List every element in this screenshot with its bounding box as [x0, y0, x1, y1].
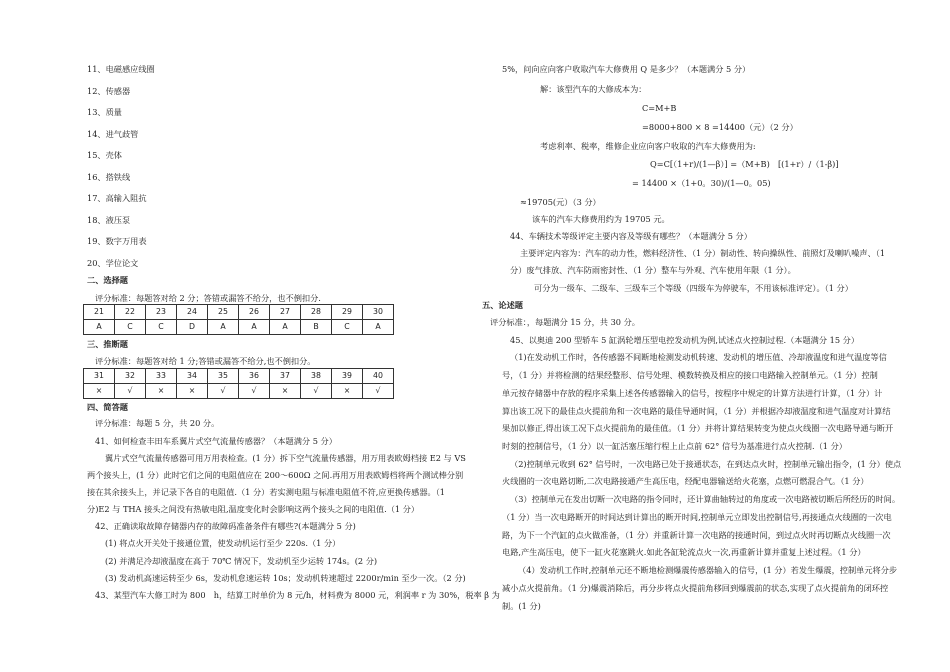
term-15: 15、壳体	[87, 150, 122, 160]
cell: A	[208, 320, 239, 335]
q45-answer-line: 火线圈的一次电路切断,二次电路接通产生高压电，经配电器输送给火花塞，点燃可燃混合气。（1 分）	[502, 476, 869, 486]
cell: ×	[270, 384, 301, 399]
cell: B	[301, 320, 332, 335]
q44-answer-line: 可分为一级车、二级车、三级车三个等级（四级车为停驶车，不用该标准评定）。（1 分）	[534, 283, 853, 293]
choice-num-row	[84, 305, 394, 320]
q41-answer-line: 接在其余接头上，并记录下各自的电阻值.（1 分）若实测电阻与标准电阻值不符,应更换传感器。（1	[87, 487, 446, 497]
cell: C	[115, 320, 146, 335]
cell: 36	[239, 369, 270, 384]
section-5-title: 五、论述题	[482, 300, 523, 310]
section-4-title: 四、简答题	[87, 402, 128, 412]
section-5-criteria: 评分标准：，每题满分 15 分，共 30 分。	[490, 317, 640, 327]
cell: 33	[146, 369, 177, 384]
cell: 37	[270, 369, 301, 384]
cell: 21	[84, 305, 115, 320]
q43-solution-line: 解：该型汽车的大修成本为：	[540, 84, 647, 94]
cell: ×	[177, 384, 208, 399]
q41-answer-line: 两个接头上，(1 分）此时它们之间的电阻值应在 200～600Ω 之间.再用万用表欧姆档将两个测试棒分别	[87, 470, 464, 480]
judgement-answer-table	[83, 368, 394, 399]
q43-result-line: 该车的汽车大修费用约为 19705 元。	[532, 214, 670, 224]
term-16: 16、搭铁线	[87, 172, 131, 182]
cell: ×	[146, 384, 177, 399]
cell: 30	[363, 305, 394, 320]
section-4-criteria: 评分标准：每题 5 分，共 20 分。	[95, 418, 220, 428]
cell: 26	[239, 305, 270, 320]
q45-answer-line: （1 分）当一次电路断开的时间达到计算出的断开时间,控制单元立即发出控制信号,再接通点火线圈的一次电	[502, 512, 892, 522]
cell: ×	[84, 384, 115, 399]
cell: 28	[301, 305, 332, 320]
cell: 23	[146, 305, 177, 320]
q45-answer-line: 制。(1 分)	[502, 601, 541, 611]
cell: 40	[363, 369, 394, 384]
q45-answer-line: （1)在发动机工作时，各传感器不间断地检测发动机转速、发动机的增压值、冷却液温度和进气温度等信	[510, 352, 887, 362]
q45-answer-line: 号，（1 分）并将检测的结果经整形、信号处理、模数转换及相应的接口电路输入控制单元。（1 分）控制	[502, 370, 878, 380]
q43-solution-line: 考虑利率、税率，维修企业应向客户收取的汽车大修费用为:	[540, 141, 756, 151]
cell: A	[239, 320, 270, 335]
q44-title: 44、车辆技术等级评定主要内容及等级有哪些？（本题满分 5 分）	[510, 231, 752, 241]
cell: A	[84, 320, 115, 335]
term-14: 14、进气歧管	[87, 129, 139, 139]
cell: A	[270, 320, 301, 335]
q44-answer-line: 分）废气排放、汽车防雨密封性、（1 分）整车与外观、汽车使用年限（1 分）。	[510, 265, 796, 275]
q43-title: 43、某型汽车大修工时为 800 h，结算工时单价为 8 元/h，材料费为 8000 元，利润率 r 为 30%，税率 β 为	[95, 590, 500, 600]
choice-answer-row	[84, 320, 394, 335]
q45-answer-line: （2)控制单元收到 62° 信号时，一次电路已处于接通状态，在到达点火时，控制单元输出指令，(1 分）使点	[510, 459, 902, 469]
q45-title: 45、以奥迪 200 型轿车 5 缸涡轮增压型电控发动机为例,试述点火控制过程.（本题满分 15 分）	[510, 335, 860, 345]
cell: 34	[177, 369, 208, 384]
term-12: 12、传感器	[87, 86, 131, 96]
section-2-title: 二、选择题	[87, 275, 128, 285]
q42-answer-line: (2) 并满足冷却液温度在高于 70℃ 情况下，发动机至少运转 174s。(2 分)	[105, 556, 378, 566]
choice-answer-table	[83, 304, 394, 335]
q41-answer-line: 翼片式空气流量传感器可用万用表检查。(1 分）拆下空气流量传感器，用万用表欧姆档接 E2 与 VS	[105, 453, 466, 463]
q43-formula-line: Q=C[（1+r)/(1—β）] =（M+B) [(1+r）/（1-β)]	[650, 159, 839, 169]
cell: 22	[115, 305, 146, 320]
section-3-title: 三、推断题	[87, 339, 128, 349]
cell: 31	[84, 369, 115, 384]
q45-answer-line: 减小点火提前角。（1 分)爆震消除后，再分步将点火提前角移回到爆震前的状态,实现了点火提前角的闭环控	[502, 583, 889, 593]
cell: 32	[115, 369, 146, 384]
cell: √	[363, 384, 394, 399]
term-17: 17、高输入阻抗	[87, 193, 147, 203]
term-20: 20、学位论文	[87, 258, 139, 268]
judgement-answer-row	[84, 384, 394, 399]
cell: 29	[332, 305, 363, 320]
q43-formula-line: = 14400 ×（1+0。30)/(1—0。05)	[632, 178, 771, 188]
cell: √	[208, 384, 239, 399]
cell: 24	[177, 305, 208, 320]
q45-answer-line: （4）发动机工作时,控制单元还不断地检测爆震传感器输入的信号，(1 分）若发生爆震，控制单元将分步	[518, 565, 898, 575]
q41-answer-line: 分)E2 与 THA 接头之间没有热敏电阻,温度变化时会影响这两个接头之间的电阻值.（1 分）	[87, 504, 420, 514]
cell: 25	[208, 305, 239, 320]
cell: 35	[208, 369, 239, 384]
cell: 27	[270, 305, 301, 320]
q45-answer-line: 时刻的控制信号，（1 分）以一缸活塞压缩行程上止点前 62° 信号为基准进行点火控制.（1 分）	[502, 441, 847, 451]
q43-result-line: ≈19705(元）（3 分）	[520, 197, 601, 207]
cell: √	[239, 384, 270, 399]
term-11: 11、电磁感应线圈	[87, 64, 155, 74]
cell: D	[177, 320, 208, 335]
q42-answer-line: (1) 将点火开关处于接通位置，使发动机运行至少 220s.（1 分）	[105, 538, 341, 548]
cell: C	[146, 320, 177, 335]
q45-answer-line: 单元按存储器中存放的程序采集上述各传感器输入的信号，按程序中规定的计算方法进行计算，（1 分）计	[502, 388, 883, 398]
cell: 39	[332, 369, 363, 384]
q45-answer-line: （3）控制单元在发出切断一次电路的指令同时，还计算曲轴转过的角度或一次电路被切断后所经历的时间。	[510, 494, 901, 504]
cell: √	[115, 384, 146, 399]
section-3-criteria: 评分标准：每题答对给 1 分;答错或漏答不给分,也不倒扣分。	[95, 356, 316, 366]
cell: ×	[332, 384, 363, 399]
cell: C	[332, 320, 363, 335]
cell: √	[301, 384, 332, 399]
judgement-num-row	[84, 369, 394, 384]
q44-answer-line: 主要评定内容为：汽车的动力性，燃料经济性、（1 分）制动性、转向操纵性、前照灯及喇叭噪声、（1	[520, 248, 886, 258]
q45-answer-line: 果加以修正,得出该工况下点火提前角的最佳值。（1 分）并将计算结果转变为使点火线圈一次电路导通与断开	[502, 423, 894, 433]
section-2-criteria: 评分标准：每题答对给 2 分；答错或漏答不给分，也不倒扣分.	[95, 293, 321, 303]
q45-answer-line: 路，为下一个汽缸的点火做准备，（1 分）并重新计算一次电路的接通时间，到过点火时再切断点火线圈一次	[502, 530, 891, 540]
term-13: 13、质量	[87, 107, 122, 117]
q45-answer-line: 算出该工况下的最佳点火提前角和一次电路的最佳导通时间，（1 分）并根据冷却液温度和进气温度对计算结	[502, 406, 891, 416]
cell: 38	[301, 369, 332, 384]
q41-title: 41、如何检查丰田车系翼片式空气流量传感器？（本题满分 5 分）	[95, 436, 337, 446]
cell: A	[363, 320, 394, 335]
q43-formula-line: C=M+B	[642, 103, 677, 113]
q43-title-cont: 5%，问向应向客户收取汽车大修费用 Q 是多少？（本题满分 5 分）	[502, 64, 751, 74]
q42-title: 42、正确读取故障存储器内存的故障码准备条件有哪些?(本题满分 5 分)	[95, 521, 356, 531]
q42-answer-line: (3) 发动机高速运转至少 6s，发动机怠速运转 10s；发动机转速超过 2200r/min 至少一次。（2 分)	[105, 573, 466, 583]
term-18: 18、液压泵	[87, 215, 131, 225]
term-19: 19、数字万用表	[87, 236, 147, 246]
q43-formula-line: =8000+800 × 8 =14400（元）（2 分）	[642, 122, 798, 132]
q45-answer-line: 电路,产生高压电，使下一缸火花塞跳火.如此各缸轮流点火一次,再重新计算并重复上述过程。（1 分）	[502, 547, 866, 557]
